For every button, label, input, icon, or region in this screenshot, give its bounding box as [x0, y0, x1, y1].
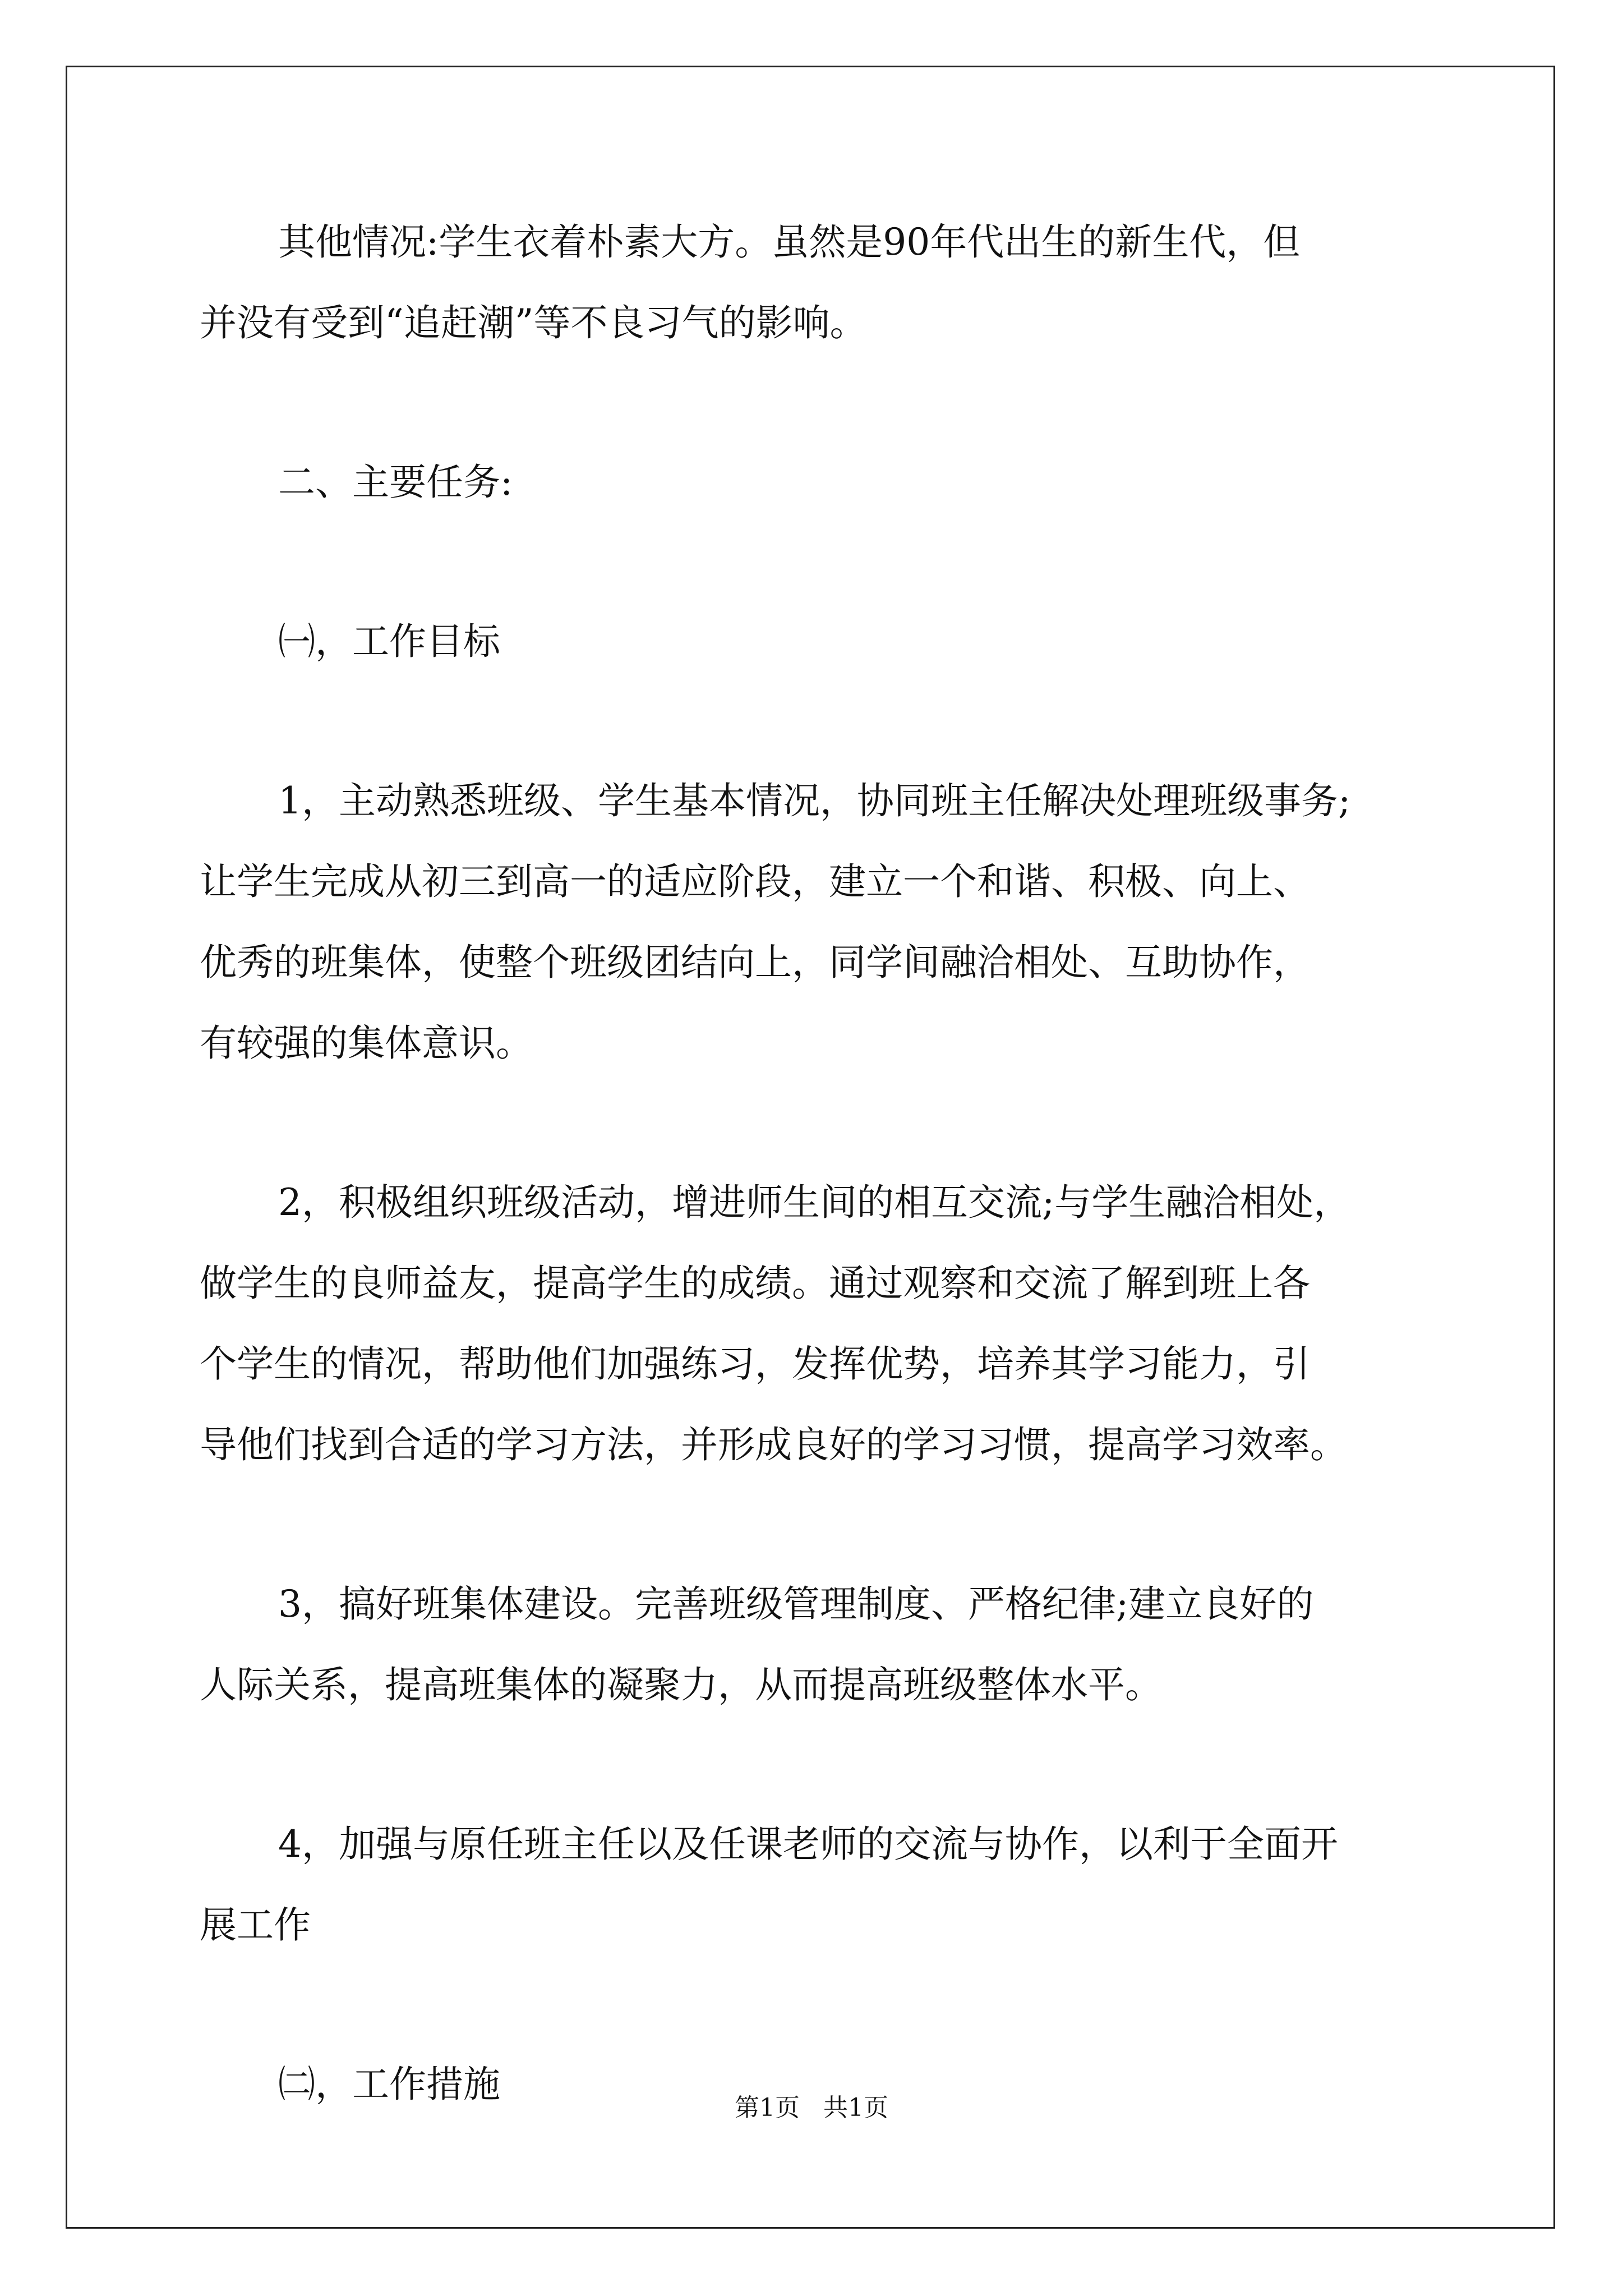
text-line: 二、主要任务:: [278, 461, 513, 504]
text-line: 展工作: [200, 1903, 311, 1947]
text-line: 1，主动熟悉班级、学生基本情况，协同班主任解决处理班级事务;: [278, 779, 1351, 822]
text-line: 人际关系，提高班集体的凝聚力，从而提高班级整体水平。: [200, 1663, 1162, 1706]
text-line: 并没有受到“追赶潮”等不良习气的影响。: [200, 301, 867, 344]
text-line: ㈡，工作措施: [278, 2063, 500, 2106]
text-line: ㈠，工作目标: [278, 620, 500, 663]
paragraph-goal-3: [200, 1564, 1433, 1726]
text-line: 2，积极组织班级活动，增进师生间的相互交流;与学生融洽相处，: [278, 1181, 1351, 1224]
document-body: [200, 202, 1433, 2125]
text-line: 做学生的良师益友，提高学生的成绩。通过观察和交流了解到班上各: [200, 1262, 1310, 1305]
text-line: 3，搞好班集体建设。完善班级管理制度、严格纪律;建立良好的: [278, 1582, 1314, 1626]
paragraph-other-situation: [200, 202, 1433, 364]
text-line: 个学生的情况，帮助他们加强练习，发挥优势，培养其学习能力，引: [200, 1342, 1310, 1386]
text-line: 其他情况:学生衣着朴素大方。虽然是90年代出生的新生代，但: [278, 220, 1301, 264]
heading-main-tasks: [200, 442, 1433, 523]
paragraph-goal-4: [200, 1804, 1433, 1966]
paragraph-goal-1: [200, 761, 1433, 1084]
text-line: 4，加强与原任班主任以及任课老师的交流与协作，以利于全面开: [278, 1823, 1338, 1866]
text-line: 导他们找到合适的学习方法，并形成良好的学习习惯，提高学习效率。: [200, 1423, 1347, 1466]
paragraph-goal-2: [200, 1162, 1433, 1485]
heading-work-goals: [200, 601, 1433, 682]
page-footer: 第1页 共1页: [735, 2093, 888, 2122]
text-line: 有较强的集体意识。: [200, 1022, 533, 1065]
text-line: 优秀的班集体，使整个班级团结向上，同学间融洽相处、互助协作，: [200, 941, 1310, 984]
text-line: 让学生完成从初三到高一的适应阶段，建立一个和谐、积极、向上、: [200, 860, 1310, 903]
